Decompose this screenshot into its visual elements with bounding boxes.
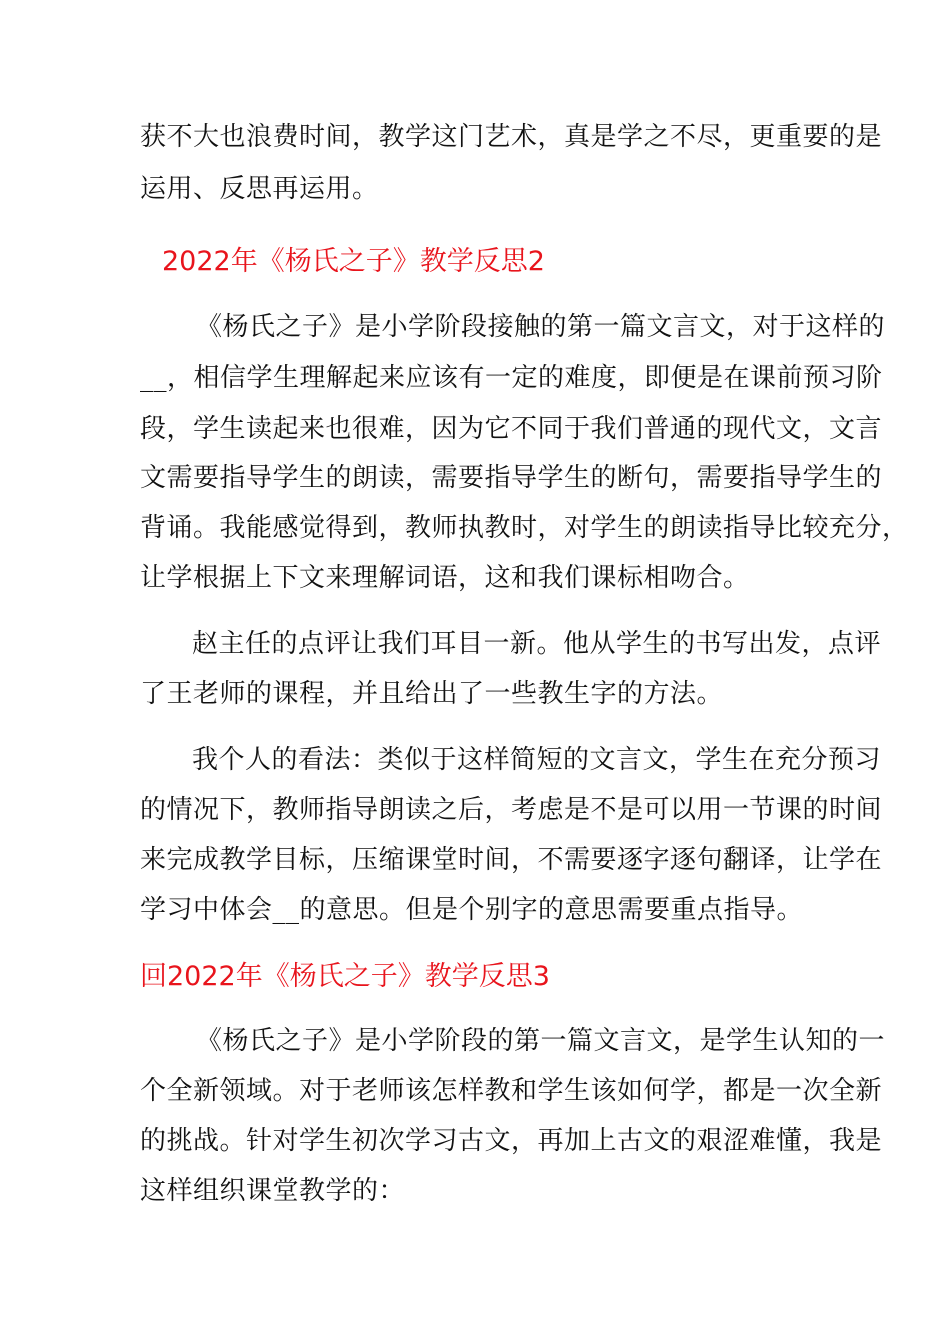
body-text-line: 段，学生读起来也很难，因为它不同于我们普通的现代文，文言 xyxy=(140,414,883,444)
body-text-line: 个全新领域。对于老师该怎样教和学生该如何学，都是一次全新 xyxy=(140,1076,883,1106)
body-text-line: 运用、反思再运用。 xyxy=(140,174,379,204)
body-text-line: 《杨氏之子》是小学阶段的第一篇文言文，是学生认知的一 xyxy=(196,1026,886,1056)
body-text-line: 的挑战。针对学生初次学习古文，再加上古文的艰涩难懂，我是 xyxy=(140,1126,883,1156)
section-heading: 2022年《杨氏之子》教学反思2 xyxy=(162,246,545,277)
body-text-line: 《杨氏之子》是小学阶段接触的第一篇文言文，对于这样的 xyxy=(196,312,886,342)
body-text-line: 了王老师的课程，并且给出了一些教生字的方法。 xyxy=(140,679,724,709)
body-text-line: 的情况下，教师指导朗读之后，考虑是不是可以用一节课的时间 xyxy=(140,795,883,825)
section-heading: 回2022年《杨氏之子》教学反思3 xyxy=(140,961,550,992)
body-text-line: 赵主任的点评让我们耳目一新。他从学生的书写出发，点评 xyxy=(192,629,882,659)
body-text-line: 我个人的看法：类似于这样简短的文言文，学生在充分预习 xyxy=(192,745,882,775)
body-text-line: 这样组织课堂教学的： xyxy=(140,1176,406,1206)
body-text-line: __，相信学生理解起来应该有一定的难度，即便是在课前预习阶 xyxy=(140,363,883,393)
body-text-line: 来完成教学目标，压缩课堂时间，不需要逐字逐句翻译，让学在 xyxy=(140,845,883,875)
body-text-line: 让学根据上下文来理解词语，这和我们课标相吻合。 xyxy=(140,563,750,593)
body-text-line: 学习中体会__的意思。但是个别字的意思需要重点指导。 xyxy=(140,895,804,925)
body-text-line: 获不大也浪费时间，教学这门艺术，真是学之不尽，更重要的是 xyxy=(140,122,883,152)
body-text-line: 文需要指导学生的朗读，需要指导学生的断句，需要指导学生的 xyxy=(140,463,883,493)
body-text-line: 背诵。我能感觉得到，教师执教时，对学生的朗读指导比较充分， xyxy=(140,513,909,543)
